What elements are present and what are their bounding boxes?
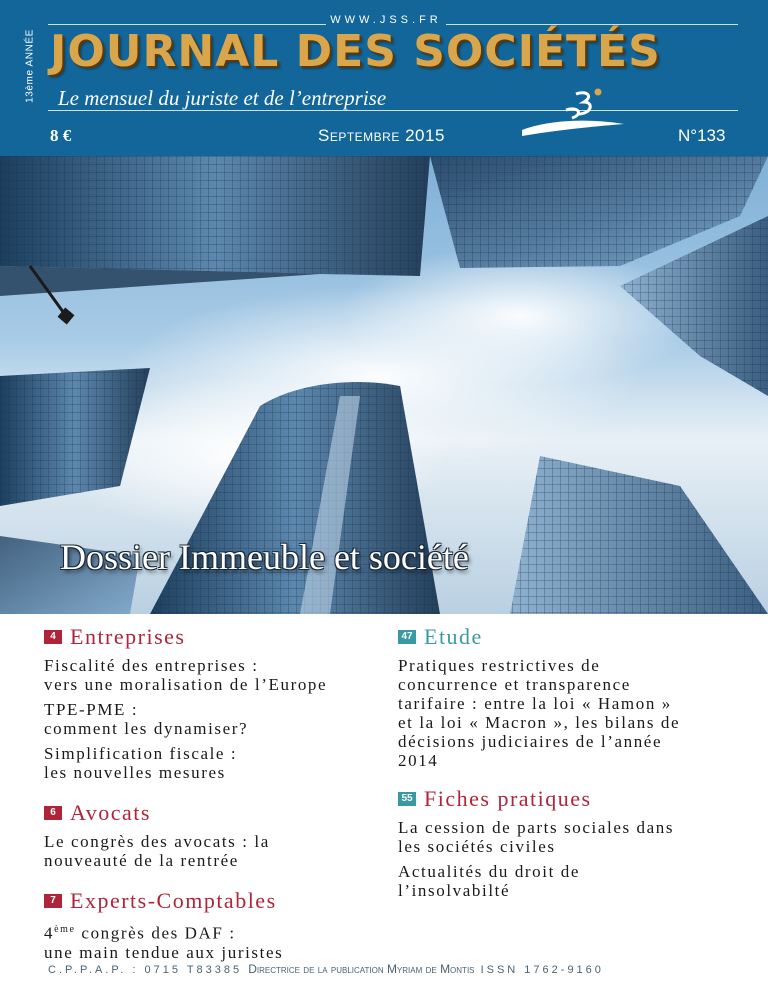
section-title: Fiches pratiques [424, 786, 592, 811]
year-tag: 13ème ANNÉE [24, 29, 36, 103]
section-etude [398, 624, 738, 770]
director-credit: Directrice de la publication Myriam de Montis [248, 962, 475, 976]
jss-logo-icon [518, 80, 628, 140]
publication-footer [48, 962, 728, 976]
issue-date: Septembre 2015 [318, 126, 445, 145]
price: 8 € [50, 126, 72, 145]
section-title: Entreprises [70, 624, 186, 649]
article-item[interactable]: La cession de parts sociales dans les sociétés civiles [398, 818, 675, 856]
page-badge: 47 [398, 630, 416, 644]
masthead-banner [0, 0, 768, 156]
website-url[interactable]: WWW.JSS.FR [330, 14, 442, 26]
article-item[interactable]: Le congrès des avocats : la nouveauté de la rentrée [44, 832, 270, 870]
cppap-number: C.P.P.A.P. : 0715 T83385 [48, 964, 243, 976]
section-entreprises [44, 624, 384, 782]
article-item[interactable]: Simplification fiscale : les nouvelles mesures [44, 744, 238, 782]
article-item[interactable]: Fiscalité des entreprises : vers une moralisation de l’Europe [44, 656, 328, 694]
issue-number: N°133 [678, 126, 726, 145]
cover-photo-skyscrapers [0, 156, 768, 614]
tagline: Le mensuel du juriste et de l’entreprise [58, 86, 387, 110]
journal-title: JOURNAL DES SOCIÉTÉS [50, 26, 661, 77]
article-item[interactable]: 4ème congrès des DAF : une main tendue aux juristes [44, 923, 284, 962]
section-title: Etude [424, 624, 483, 649]
section-experts-comptables [44, 888, 384, 962]
article-item[interactable]: Actualités du droit de l’insolvabilté [398, 862, 581, 900]
section-title: Experts-Comptables [70, 888, 277, 913]
section-head[interactable] [398, 786, 738, 812]
contents-left-column [44, 624, 384, 976]
page-badge: 7 [44, 894, 62, 908]
dossier-title: Dossier Immeuble et société [60, 537, 469, 577]
article-item[interactable]: Pratiques restrictives de concurrence et transparence tarifaire : entre la loi « Hamon » et la loi « Macron », les bilans de décisions judiciaires de l’année 2014 [398, 656, 681, 770]
section-head[interactable] [44, 800, 384, 826]
contents-right-column [398, 624, 738, 914]
section-head[interactable] [44, 624, 384, 650]
page-badge: 55 [398, 792, 416, 806]
header-rule-middle [48, 110, 738, 111]
section-head[interactable] [398, 624, 738, 650]
section-avocats [44, 800, 384, 870]
article-item[interactable]: TPE-PME : comment les dynamiser? [44, 700, 249, 738]
section-fiches-pratiques [398, 786, 738, 900]
page-badge: 4 [44, 630, 62, 644]
issn-number: ISSN 1762-9160 [480, 964, 604, 976]
page-badge: 6 [44, 806, 62, 820]
section-head[interactable] [44, 888, 384, 914]
section-title: Avocats [70, 800, 151, 825]
